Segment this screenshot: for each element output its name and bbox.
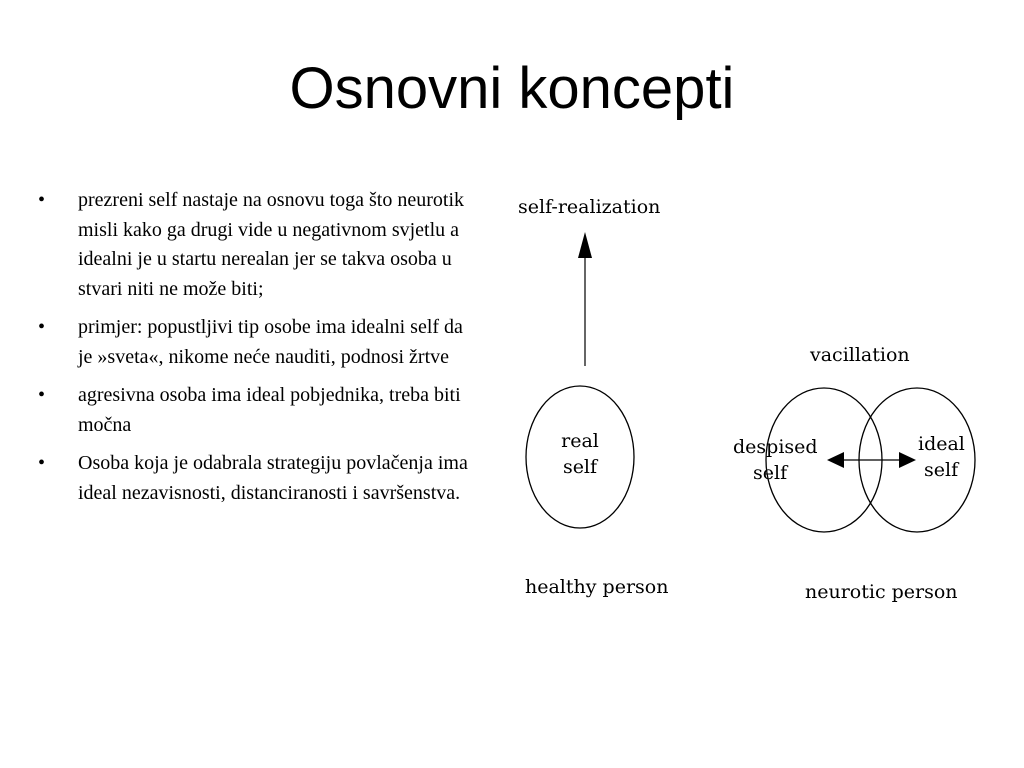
self-realization-label: self-realization [518,196,661,218]
left-arrowhead-icon [827,452,844,468]
ideal-self-label-line1: ideal [918,433,965,455]
bullet-marker: • [38,452,46,474]
up-arrowhead-icon [578,232,592,258]
bullet-text: agresivna osoba ima ideal pobjednika, treba biti močna [78,384,461,436]
ideal-self-label-line2: self [924,459,959,481]
self-diagram [500,180,1000,630]
bullet-item [38,186,478,304]
bullet-item [38,381,478,440]
despised-self-label-line1: despised [733,436,818,458]
bullet-list [38,186,478,517]
neurotic-person-caption: neurotic person [805,581,958,603]
right-arrowhead-icon [899,452,916,468]
vacillation-label: vacillation [810,344,910,366]
healthy-person-caption: healthy person [525,576,669,598]
self-diagram-svg [500,180,1000,630]
bullet-item [38,449,478,508]
bullet-text: primjer: popustljivi tip osobe ima idealni self da je »sveta«, nikome neće nauditi, podnosi žrtve [78,316,463,368]
bullet-marker: • [38,316,46,338]
bullet-marker: • [38,384,46,406]
bullet-text: Osoba koja je odabrala strategiju povlačenja ima ideal nezavisnosti, distanciranosti i savršenstva. [78,452,468,504]
real-self-label-line2: self [562,456,598,478]
despised-self-label-line2: self [753,462,788,484]
bullet-marker: • [38,189,46,211]
bullet-item [38,313,478,372]
real-self-label-line1: real [561,430,599,452]
slide-title: Osnovni koncepti [289,56,735,121]
bullet-text: prezreni self nastaje na osnovu toga što neurotik misli kako ga drugi vide u negativnom svjetlu a idealni je u startu nerealan jer se takva osoba u stvari niti ne može biti; [78,189,464,300]
